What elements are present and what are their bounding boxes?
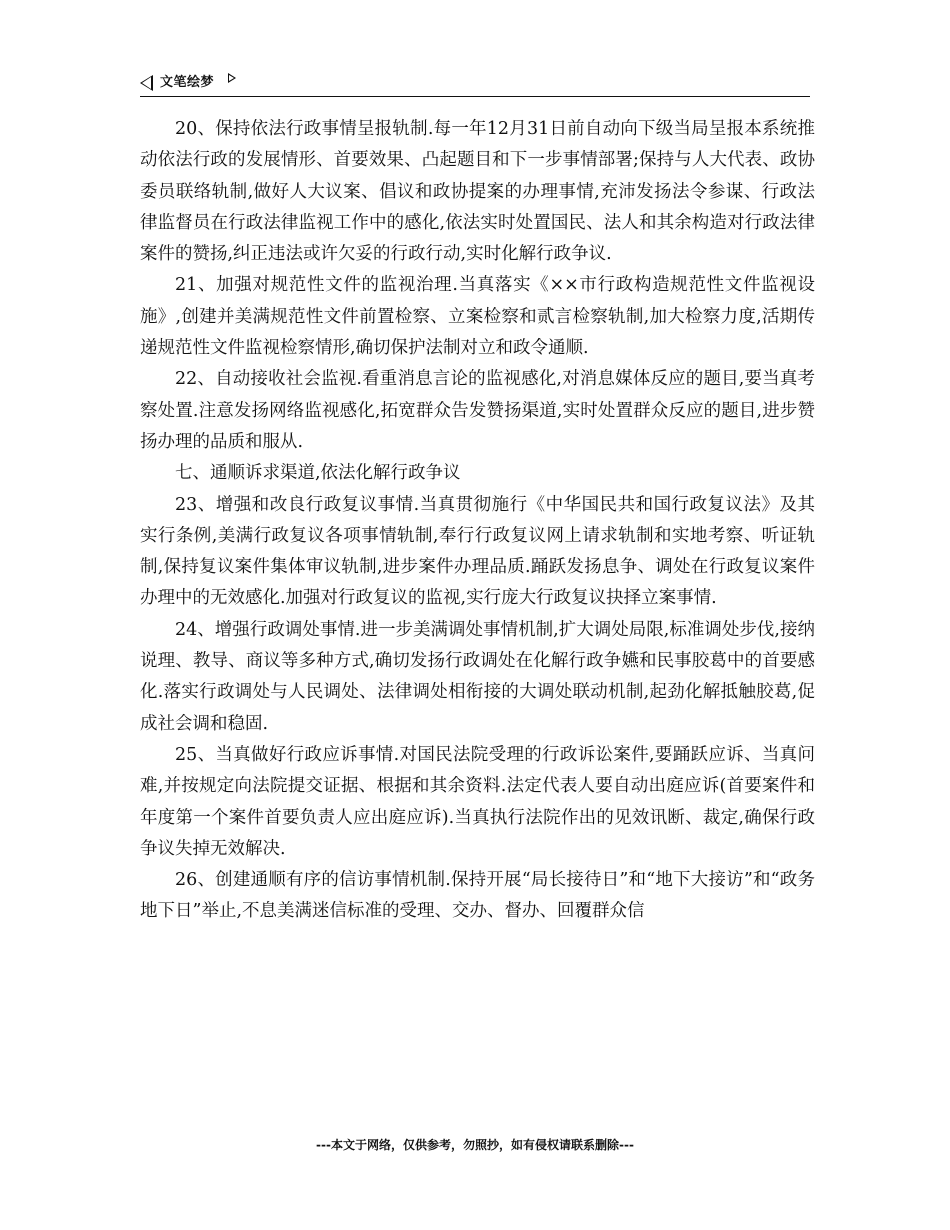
paragraph-21: 21、加强对规范性文件的监视治理.当真落实《××市行政构造规范性文件监视设施》,创建并美满规范性文件前置检察、立案检察和贰言检察轨制,加大检察力度,活期传递规范性文件监视检察情形,确切保护法制对立和政令通顺. <box>140 275 815 359</box>
triangle-left-icon <box>140 75 153 91</box>
paragraph-23: 23、增强和改良行政复议事情.当真贯彻施行《中华国民共和国行政复议法》及其实行条例,美满行政复议各项事情轨制,奉行行政复议网上请求轨制和实地考察、听证轨制,保持复议案件集体审议轨制,进步案件办理品质.踊跃发扬息争、调处在行政复议案件办理中的无效感化.加强对行政复议的监视,实行庞大行政复议抉择立案事情. <box>140 494 815 609</box>
paragraph-22: 22、自动接收社会监视.看重消息言论的监视感化,对消息媒体反应的题目,要当真考察处置.注意发扬网络监视感化,拓宽群众告发赞扬渠道,实时处置群众反应的题目,进步赞扬办理的品质和服从. <box>140 369 815 452</box>
triangle-right-icon <box>228 73 236 83</box>
page-footer-disclaimer: ---本文于网络，仅供参考，勿照抄，如有侵权请联系删除--- <box>316 1138 634 1152</box>
paragraph-25: 25、当真做好行政应诉事情.对国民法院受理的行政诉讼案件,要踊跃应诉、当真问难,并按规定向法院提交证据、根据和其余资料.法定代表人要自动出庭应诉(首要案件和年度第一个案件首要负责人应出庭应诉).当真执行法院作出的见效讯断、裁定,确保行政争议失掉无效解决. <box>140 744 815 859</box>
section-heading-7: 七、通顺诉求渠道,依法化解行政争议 <box>175 463 461 484</box>
page-header <box>140 72 810 97</box>
paragraph-26: 26、创建通顺有序的信访事情机制.保持开展“局长接待日”和“地下大接访”和“政务地下日”举止,不息美满迷信标准的受理、交办、督办、回覆群众信 <box>140 870 815 922</box>
document-body <box>140 114 815 928</box>
header-brand: 文笔绘梦 <box>160 75 215 90</box>
paragraph-24: 24、增强行政调处事情.进一步美满调处事情机制,扩大调处局限,标准调处步伐,接纳说理、教导、商议等多种方式,确切发扬行政调处在化解行政争嬿和民事胶葛中的首要感化.落实行政调处与人民调处、法律调处相衔接的大调处联动机制,起劲化解抵触胶葛,促成社会调和稳固. <box>140 619 815 734</box>
paragraph-20: 20、保持依法行政事情呈报轨制.每一年12月31日前自动向下级当局呈报本系统推动依法行政的发展情形、首要效果、凸起题目和下一步事情部署;保持与人大代表、政协委员联络轨制,做好人大议案、倡议和政协提案的办理事情,充沛发扬法令参谋、行政法律监督员在行政法律监视工作中的感化,依法实时处置国民、法人和其余构造对行政法律案件的赞扬,纠正违法或许欠妥的行政行动,实时化解行政争议. <box>140 119 815 265</box>
